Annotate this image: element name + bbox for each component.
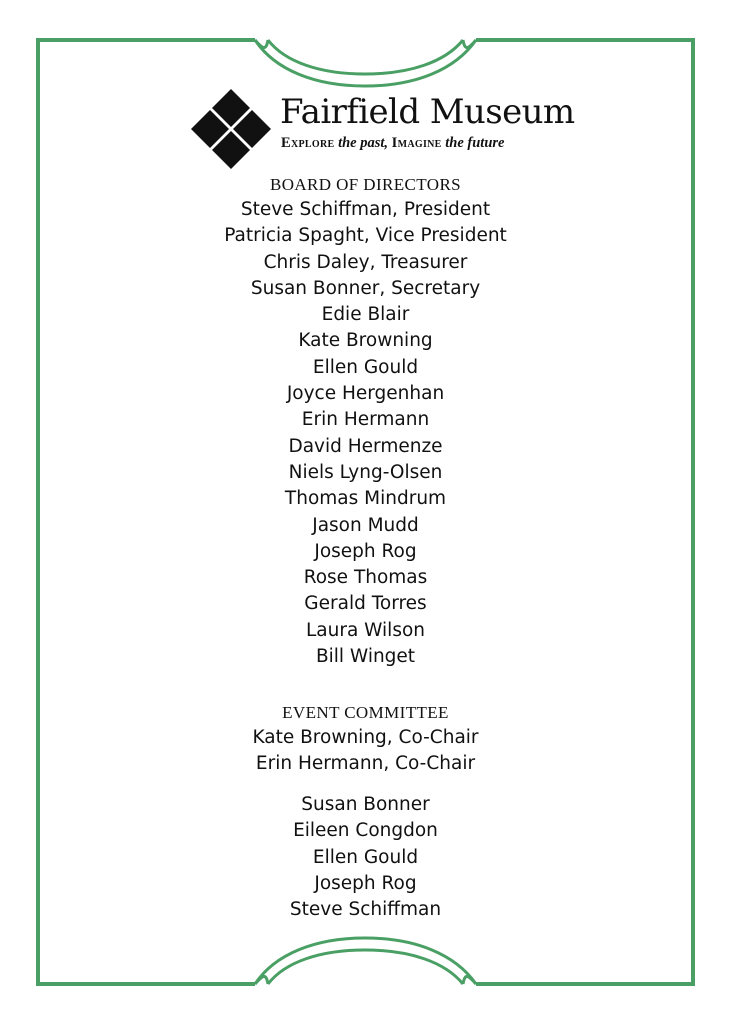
committee-member-list <box>0 792 731 923</box>
museum-name: Fairfield Museum <box>280 92 575 132</box>
board-member: Rose Thomas <box>303 567 428 589</box>
board-member: David Hermenze <box>288 435 443 457</box>
board-member: Kate Browning <box>298 330 433 352</box>
committee-member: Eileen Congdon <box>293 820 438 842</box>
committee-member: Joseph Rog <box>314 872 417 894</box>
committee-heading: EVENT COMMITTEE <box>282 703 449 722</box>
committee-member: Ellen Gould <box>312 846 419 868</box>
diamond-logo-icon <box>190 88 272 170</box>
committee-chair: Erin Hermann, Co-Chair <box>255 753 476 775</box>
committee-chair-list <box>0 725 731 778</box>
board-member: Erin Hermann <box>301 409 430 431</box>
tagline-the-past: the past, <box>338 135 389 151</box>
board-member: Edie Blair <box>321 304 410 326</box>
board-member: Jason Mudd <box>312 514 419 536</box>
tagline-imagine: Imagine <box>391 135 442 151</box>
top-flourish <box>255 40 476 86</box>
board-member: Niels Lyng-Olsen <box>288 461 443 483</box>
committee-member: Susan Bonner <box>301 794 430 815</box>
board-member: Gerald Torres <box>304 593 427 615</box>
board-member: Joyce Hergenhan <box>286 383 445 405</box>
board-member: Bill Winget <box>315 646 416 668</box>
board-member: Laura Wilson <box>305 619 426 641</box>
tagline <box>281 134 551 152</box>
board-heading: BOARD OF DIRECTORS <box>269 175 462 194</box>
board-member: Patricia Spaght, Vice President <box>224 225 507 247</box>
tagline-explore: Explore <box>281 135 335 151</box>
board-member: Ellen Gould <box>312 356 419 378</box>
board-member-list <box>0 197 731 670</box>
committee-member: Steve Schiffman <box>289 899 442 921</box>
board-member: Steve Schiffman, President <box>240 199 491 220</box>
board-member: Chris Daley, Treasurer <box>263 251 468 273</box>
board-member: Joseph Rog <box>314 540 417 562</box>
board-member: Thomas Mindrum <box>284 488 447 510</box>
tagline-the-future: the future <box>445 135 505 151</box>
board-member: Susan Bonner, Secretary <box>250 277 481 299</box>
committee-chair: Kate Browning, Co-Chair <box>252 727 479 748</box>
bottom-flourish <box>255 938 476 984</box>
